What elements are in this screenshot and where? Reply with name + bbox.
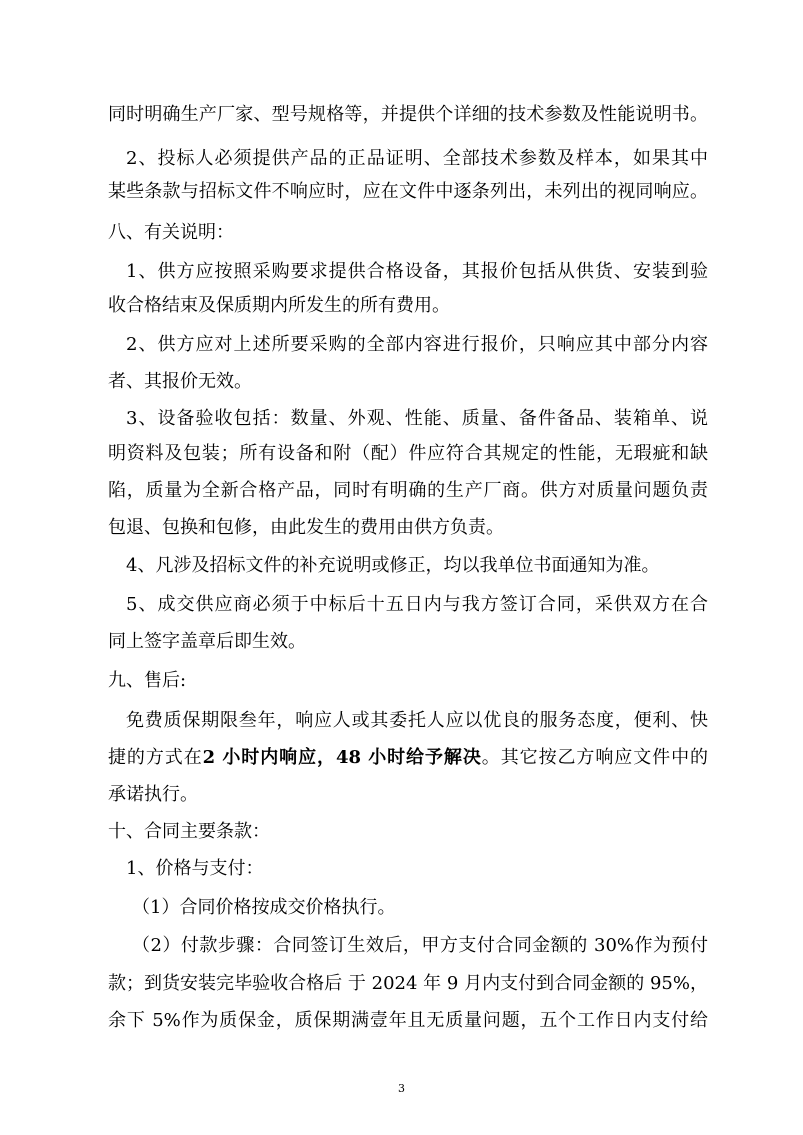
- text-line: 同上签字盖章后即生效。: [108, 631, 306, 652]
- text-line: 某些条款与招标文件不响应时，应在文件中逐条列出，未列出的视同响应。: [108, 181, 708, 202]
- text-line: 收合格结束及保质期内所发生的所有费用。: [108, 295, 450, 316]
- section-heading: 八、有关说明：: [108, 222, 234, 243]
- text-line: （2）付款步骤：合同签订生效后，甲方支付合同金额的 30%作为预付: [132, 935, 708, 956]
- text-line: 2、供方应对上述所要采购的全部内容进行报价，只响应其中部分内容: [126, 334, 708, 355]
- text-segment: 。其它按乙方响应文件中的: [481, 747, 709, 768]
- bold-text: 2 小时内响应，48 小时给予解决: [202, 747, 482, 768]
- text-line: 余下 5%作为质保金，质保期满壹年且无质量问题，五个工作日内支付给: [108, 1010, 708, 1031]
- text-line: 免费质保期限叁年，响应人或其委托人应以优良的服务态度，便利、快: [126, 710, 708, 731]
- text-line: 3、设备验收包括：数量、外观、性能、质量、备件备品、装箱单、说: [126, 408, 708, 429]
- text-line: 陷，质量为全新合格产品，同时有明确的生产厂商。供方对质量问题负责: [108, 480, 708, 501]
- text-line: （1）合同价格按成交价格执行。: [132, 897, 396, 918]
- text-line: 者、其报价无效。: [108, 371, 252, 392]
- text-line: 款；到货安装完毕验收合格后 于 2024 年 9 月内支付到合同金额的 95%，: [108, 973, 708, 994]
- text-line: 同时明确生产厂家、型号规格等，并提供个详细的技术参数及性能说明书。: [108, 104, 708, 125]
- text-line: 承诺执行。: [108, 784, 198, 805]
- text-line: 1、供方应按照采购要求提供合格设备，其报价包括从供货、安装到验: [126, 261, 708, 282]
- text-line: [108, 745, 708, 771]
- text-line: 明资料及包装；所有设备和附（配）件应符合其规定的性能，无瑕疵和缺: [108, 443, 708, 464]
- section-heading: 九、售后:: [108, 670, 187, 691]
- section-heading: 十、合同主要条款：: [108, 821, 270, 842]
- text-line: 1、价格与支付：: [126, 858, 264, 879]
- text-line: 包退、包换和包修，由此发生的费用由供方负责。: [108, 517, 504, 538]
- page-number: 3: [398, 1082, 405, 1095]
- text-line: 5、成交供应商必须于中标后十五日内与我方签订合同，采供双方在合: [126, 594, 708, 615]
- text-line: 4、凡涉及招标文件的补充说明或修正，均以我单位书面通知为准。: [126, 555, 660, 576]
- text-line: 2、投标人必须提供产品的正品证明、全部技术参数及样本，如果其中: [126, 148, 708, 169]
- text-segment: 捷的方式在: [108, 747, 203, 768]
